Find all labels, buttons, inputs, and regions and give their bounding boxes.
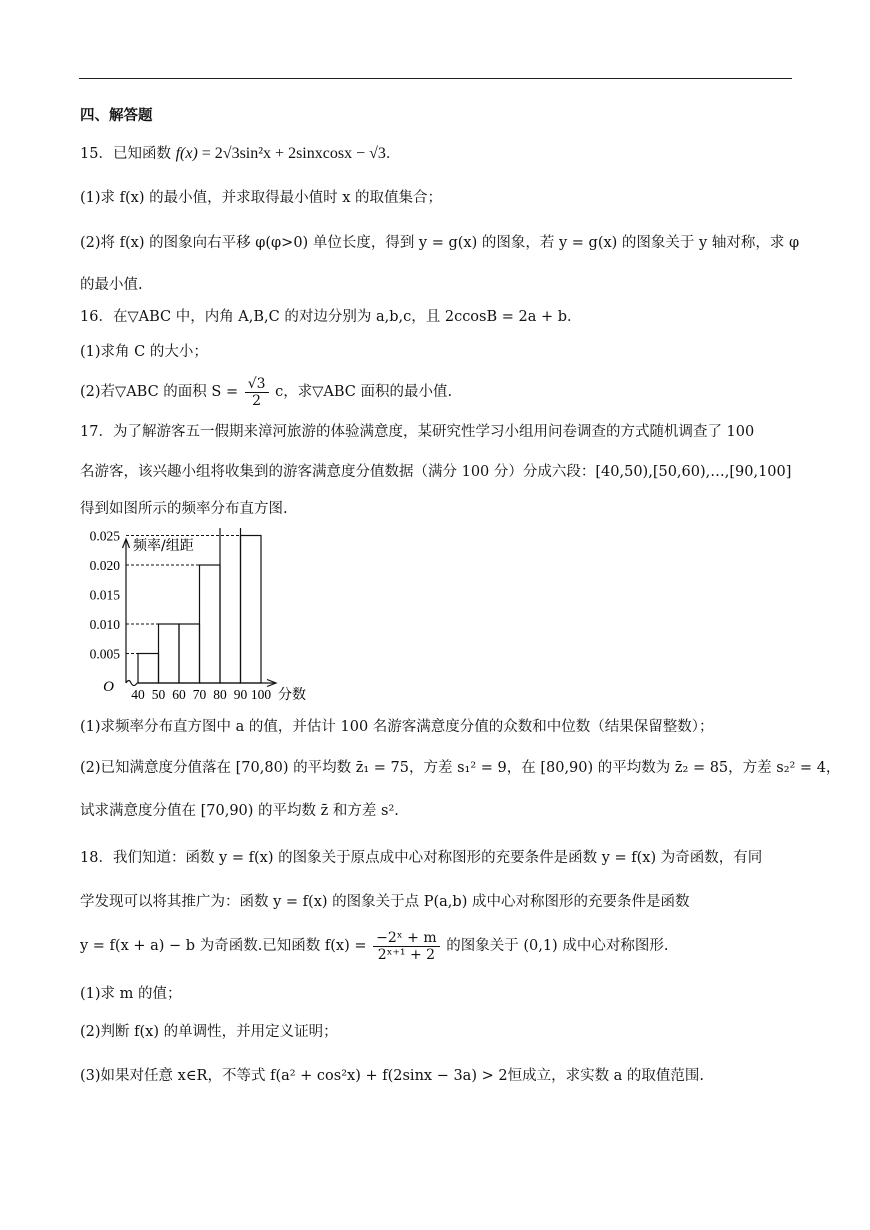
x-tick-label: 50 <box>151 687 166 702</box>
top-rule <box>79 78 792 79</box>
x-tick-label: 40 <box>131 687 145 702</box>
q15-fx: f(x) <box>175 145 198 162</box>
q17-part1: (1)求频率分布直方图中 a 的值，并估计 100 名游客满意度分值的众数和中位数（结果保留整数）； <box>80 719 714 735</box>
q16-fraction <box>245 376 269 409</box>
q18-fraction <box>373 930 439 963</box>
q18-line1: 18．我们知道：函数 y = f(x) 的图象关于原点成中心对称图形的充要条件是函数 y = f(x) 为奇函数，有同 <box>80 850 763 866</box>
q18-line3 <box>80 928 668 964</box>
histogram-bar <box>138 654 159 684</box>
x-tick-label: 100 <box>250 687 272 702</box>
q17-line1: 17．为了解游客五一假期来漳河旅游的体验满意度，某研究性学习小组用问卷调查的方式随机调查了 100 <box>80 424 755 440</box>
x-tick-label: 90 <box>233 687 248 702</box>
histogram-chart <box>76 528 336 708</box>
x-axis-title: 分数 <box>278 687 306 703</box>
q15-part1: (1)求 f(x) 的最小值，并求取得最小值时 x 的取值集合； <box>80 190 443 206</box>
q18-part1: (1)求 m 的值； <box>80 986 182 1002</box>
histogram-bar <box>200 565 221 683</box>
q18-line3-a: y = f(x + a) − b 为奇函数.已知函数 f(x) = <box>80 938 367 954</box>
y-tick-label: 0.010 <box>89 617 120 632</box>
y-tick-label: 0.020 <box>89 558 120 573</box>
q16-part2-a: (2)若▽ABC 的面积 S = <box>80 384 239 400</box>
q18-frac-den: 2ˣ⁺¹ + 2 <box>377 946 436 963</box>
y-tick-label: 0.005 <box>89 646 120 662</box>
q15-formula: = 2√3sin²x + 2sinxcosx − √3 <box>197 145 386 162</box>
q15-end: ． <box>385 146 401 162</box>
x-tick-label: 70 <box>192 687 207 702</box>
q16-stem: 16．在▽ABC 中，内角 A,B,C 的对边分别为 a,b,c，且 2ccosB = 2a + b． <box>80 309 582 325</box>
histogram-bar <box>220 528 241 683</box>
q15-head: 15．已知函数 <box>80 146 171 162</box>
q18-line2: 学发现可以将其推广为：函数 y = f(x) 的图象关于点 P(a,b) 成中心对称图形的充要条件是函数 <box>80 894 690 910</box>
q17-part2-cont: 试求满意度分值在 [70,90) 的平均数 z̄ 和方差 s². <box>80 803 399 819</box>
q15-stem <box>80 144 400 164</box>
q16-part1: (1)求角 C 的大小； <box>80 344 208 360</box>
q18-part3: (3)如果对任意 x∈R，不等式 f(a² + cos²x) + f(2sinx − 3a) > 2恒成立，求实数 a 的取值范围. <box>80 1068 705 1084</box>
histogram-bar <box>159 624 180 683</box>
q16-frac-den: 2 <box>252 392 262 409</box>
y-tick-label: 0.015 <box>89 587 120 603</box>
q18-line3-b: 的图象关于 (0,1) 成中心对称图形. <box>446 938 669 954</box>
histogram-bar <box>179 624 200 683</box>
y-axis-title: 频率/组距 <box>133 538 194 554</box>
q16-part2 <box>80 374 452 410</box>
q16-frac-num: √3 <box>245 376 269 393</box>
q17-part2: (2)已知满意度分值落在 [70,80) 的平均数 z̄₁ = 75，方差 s₁² = 9，在 [80,90) 的平均数为 z̄₂ = 85，方差 s₂² = 4， <box>80 760 841 776</box>
q18-frac-num: −2ˣ + m <box>373 930 439 947</box>
q15-part2: (2)将 f(x) 的图象向右平移 φ(φ>0) 单位长度，得到 y = g(x) 的图象，若 y = g(x) 的图象关于 y 轴对称，求 φ <box>80 235 800 251</box>
x-tick-label: 60 <box>172 687 186 702</box>
axis-break <box>126 681 137 686</box>
q15-part2-cont: 的最小值. <box>80 277 143 293</box>
q17-line2: 名游客，该兴趣小组将收集到的游客满意度分值数据（满分 100 分）分成六段：[40,50),[50,60),…,[90,100] <box>80 464 792 480</box>
origin-label: O <box>103 679 114 695</box>
q18-part2: (2)判断 f(x) 的单调性，并用定义证明； <box>80 1024 338 1040</box>
x-tick-label: 80 <box>213 687 227 702</box>
histogram-bar <box>241 536 262 684</box>
section-heading: 四、解答题 <box>80 107 153 124</box>
q16-part2-b: c，求▽ABC 面积的最小值. <box>275 384 453 400</box>
q17-line3: 得到如图所示的频率分布直方图. <box>80 501 288 517</box>
y-tick-label: 0.025 <box>89 528 120 544</box>
